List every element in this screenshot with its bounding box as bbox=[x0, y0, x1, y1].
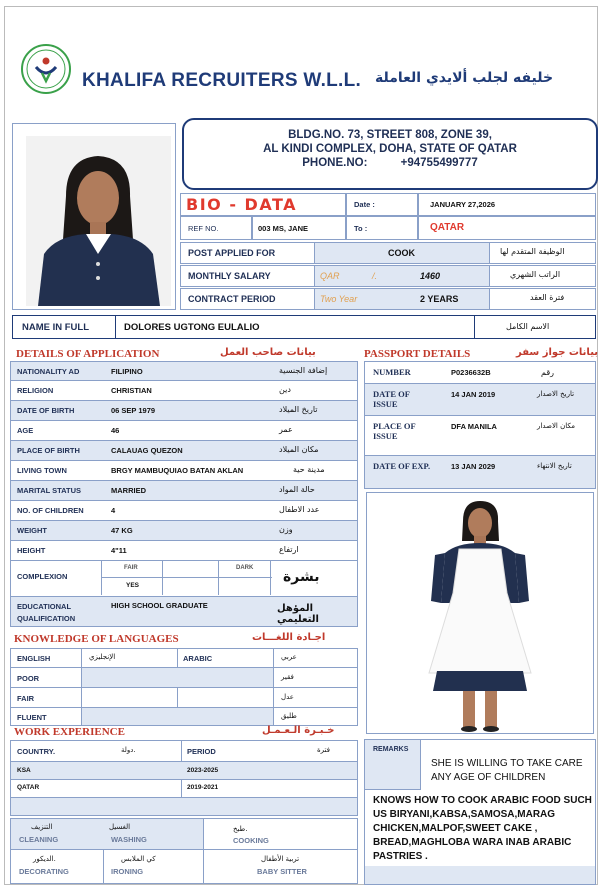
detail-value: 06 SEP 1979 bbox=[111, 406, 156, 415]
work-title-ar: خـبـرة الـعـمـل bbox=[262, 725, 335, 736]
complexion-ar: بشرة bbox=[283, 569, 320, 585]
detail-label: HEIGHT bbox=[17, 546, 46, 555]
detail-ar: دين bbox=[279, 385, 291, 394]
language-level-fair-ar: عدل bbox=[281, 693, 294, 701]
full-body-photo bbox=[366, 492, 594, 734]
languages-title-ar: اجـادة اللغـــات bbox=[252, 632, 326, 643]
details-row bbox=[10, 521, 358, 541]
details-row bbox=[10, 441, 358, 461]
detail-ar: وزن bbox=[279, 525, 293, 534]
work-period-ar: فترة bbox=[317, 746, 330, 754]
details-row bbox=[10, 401, 358, 421]
complexion-yes: YES bbox=[126, 582, 140, 589]
date-value: JANUARY 27,2026 bbox=[430, 200, 496, 209]
name-value: DOLORES UGTONG EULALIO bbox=[124, 322, 260, 333]
work-country-ar: دولة. bbox=[121, 746, 136, 754]
passport-row bbox=[365, 416, 595, 456]
passport-ar: تاريخ الاصدار bbox=[537, 390, 575, 398]
work-period-label: PERIOD bbox=[187, 747, 216, 756]
complexion-row bbox=[10, 561, 358, 597]
bio-title: BIO - DATA bbox=[186, 195, 298, 214]
detail-label: DATE OF BIRTH bbox=[17, 406, 75, 415]
complexion-label: COMPLEXION bbox=[17, 572, 68, 581]
work-period: 2019-2021 bbox=[187, 784, 219, 791]
passport-ar: تاريخ الانتهاء bbox=[537, 462, 572, 470]
passport-title: PASSPORT DETAILS bbox=[364, 348, 471, 360]
to-label: To : bbox=[354, 224, 368, 233]
address-line-1: BLDG.NO. 73, STREET 808, ZONE 39, bbox=[288, 129, 492, 141]
post-value: COOK bbox=[388, 248, 415, 258]
skill-baby-sitter: BABY SITTER bbox=[257, 867, 307, 876]
to-value: QATAR bbox=[430, 222, 465, 233]
passport-photo bbox=[26, 136, 171, 306]
address-box bbox=[182, 118, 598, 190]
detail-label: NO. OF CHILDREN bbox=[17, 506, 84, 515]
details-row bbox=[10, 421, 358, 441]
date-label: Date : bbox=[354, 200, 375, 209]
details-title-ar: بيانات صاحب العمل bbox=[220, 347, 316, 358]
language-arabic: ARABIC bbox=[183, 654, 213, 663]
detail-label: PLACE OF BIRTH bbox=[17, 446, 80, 455]
work-table bbox=[10, 740, 358, 816]
details-row bbox=[10, 381, 358, 401]
passport-row bbox=[365, 456, 595, 488]
remarks-line-1: SHE IS WILLING TO TAKE CARE bbox=[431, 758, 583, 769]
language-english: ENGLISH bbox=[17, 654, 51, 663]
contract-ar: فترة العقد bbox=[530, 293, 565, 302]
details-row bbox=[10, 501, 358, 521]
detail-value: CHRISTIAN bbox=[111, 386, 152, 395]
post-label: POST APPLIED FOR bbox=[188, 248, 276, 258]
detail-value: MARRIED bbox=[111, 486, 146, 495]
passport-table bbox=[364, 361, 596, 489]
passport-title-ar: بيانات جواز سفر bbox=[516, 347, 599, 358]
ref-label: REF NO. bbox=[188, 224, 219, 233]
passport-value: P0236632B bbox=[451, 368, 491, 377]
detail-value: 47 KG bbox=[111, 526, 133, 535]
ref-value: 003 MS, JANE bbox=[258, 224, 309, 233]
salary-value-cell bbox=[314, 265, 490, 287]
education-value: HIGH SCHOOL GRADUATE bbox=[111, 601, 208, 610]
post-ar: الوظيفة المتقدم لها bbox=[500, 247, 565, 256]
work-country: QATAR bbox=[17, 784, 40, 791]
detail-label: RELIGION bbox=[17, 386, 54, 395]
detail-label: MARITAL STATUS bbox=[17, 486, 82, 495]
detail-label: WEIGHT bbox=[17, 526, 47, 535]
language-level-fair: FAIR bbox=[17, 694, 35, 703]
skill-decorating-ar: الديكور. bbox=[33, 855, 56, 863]
detail-ar: تاريخ الميلاد bbox=[279, 405, 318, 414]
name-label: NAME IN FULL bbox=[22, 322, 90, 333]
remarks-label: REMARKS bbox=[373, 746, 409, 753]
phone-number: +94755499777 bbox=[400, 157, 478, 169]
passport-ar: مكان الاصدار bbox=[537, 422, 575, 430]
skills-table bbox=[10, 818, 358, 884]
passport-ar: رقم bbox=[541, 368, 555, 377]
passport-value: 13 JAN 2029 bbox=[451, 462, 496, 471]
passport-row bbox=[365, 362, 595, 384]
languages-table bbox=[10, 648, 358, 726]
complexion-grid bbox=[101, 561, 271, 595]
skill-baby-sitter-ar: تربية الأطفال bbox=[261, 855, 300, 863]
details-row bbox=[10, 481, 358, 501]
detail-value: BRGY MAMBUQUIAO BATAN AKLAN bbox=[111, 466, 244, 475]
phone-label: PHONE.NO: bbox=[302, 157, 368, 169]
passport-label: DATE OF EXP. bbox=[373, 461, 431, 471]
detail-label: NATIONALITY AD bbox=[17, 367, 80, 376]
remarks-cooking: KNOWS HOW TO COOK ARABIC FOOD SUCH US BIRYANI,KABSA,SAMOSA,MARAG CHICKEN,MALPOF,SWEET CAKE , BREAD,MAGHLOBA WARA INAB ARABIC PASTRIES . bbox=[373, 795, 592, 862]
phone-line bbox=[184, 157, 596, 169]
company-logo bbox=[20, 43, 72, 95]
passport-value: DFA MANILA bbox=[451, 422, 497, 431]
address-line-2: AL KINDI COMPLEX, DOHA, STATE OF QATAR bbox=[263, 143, 517, 155]
work-country: KSA bbox=[17, 767, 31, 774]
contract-value: 2 YEARS bbox=[420, 294, 459, 304]
detail-ar: حالة المواد bbox=[279, 485, 315, 494]
salary-value: 1460 bbox=[420, 271, 441, 281]
detail-ar: إضافة الجنسية bbox=[279, 366, 328, 375]
skill-ironing-ar: كي الملابس bbox=[121, 855, 156, 863]
education-row bbox=[10, 597, 358, 627]
skill-washing-ar: الغسيل bbox=[109, 823, 131, 831]
work-period: 2023-2025 bbox=[187, 767, 219, 774]
education-ar: المؤهل التعليمي bbox=[277, 603, 319, 625]
detail-label: AGE bbox=[17, 426, 34, 435]
contract-label: CONTRACT PERIOD bbox=[188, 294, 276, 304]
skill-decorating: DECORATING bbox=[19, 867, 69, 876]
contract-hint: Two Year bbox=[320, 294, 358, 304]
passport-label: DATE OF ISSUE bbox=[373, 389, 410, 409]
detail-value: CALAUAG QUEZON bbox=[111, 446, 183, 455]
detail-ar: عدد الاطفال bbox=[279, 505, 320, 514]
detail-value: 46 bbox=[111, 426, 120, 435]
details-title: DETAILS OF APPLICATION bbox=[16, 348, 160, 360]
detail-ar: مدينة حية bbox=[293, 465, 325, 474]
salary-sep: /. bbox=[372, 271, 378, 281]
skill-cooking-ar: طبخ. bbox=[233, 825, 248, 833]
skill-cooking: COOKING bbox=[233, 836, 269, 845]
language-english-ar: الإنجليزي bbox=[89, 653, 116, 661]
language-level-fluent-ar: طليق bbox=[281, 712, 297, 720]
work-title: WORK EXPERIENCE bbox=[14, 726, 125, 738]
salary-label: MONTHLY SALARY bbox=[188, 271, 271, 281]
detail-ar: مكان الميلاد bbox=[279, 445, 319, 454]
language-level-poor: POOR bbox=[17, 674, 40, 683]
language-level-fluent: FLUENT bbox=[17, 713, 47, 722]
language-arabic-ar: عربي bbox=[281, 653, 297, 661]
detail-value: FILIPINO bbox=[111, 367, 143, 376]
details-row bbox=[10, 541, 358, 561]
salary-ar: الراتب الشهري bbox=[510, 270, 561, 279]
detail-label: LIVING TOWN bbox=[17, 466, 67, 475]
detail-ar: عمر bbox=[279, 425, 293, 434]
passport-label: NUMBER bbox=[373, 367, 411, 377]
skill-washing: WASHING bbox=[111, 835, 147, 844]
education-label: EDUCATIONAL QUALIFICATION bbox=[17, 602, 76, 623]
passport-label: PLACE OF ISSUE bbox=[373, 421, 416, 441]
language-level-poor-ar: فقير bbox=[281, 673, 294, 681]
passport-value: 14 JAN 2019 bbox=[451, 390, 496, 399]
languages-title: KNOWLEDGE OF LANGUAGES bbox=[14, 633, 179, 645]
name-ar: الاسم الكامل bbox=[506, 322, 550, 331]
skill-cleaning: CLEANING bbox=[19, 835, 59, 844]
salary-currency: QAR bbox=[320, 271, 340, 281]
company-name: KHALIFA RECRUITERS W.L.L. bbox=[82, 70, 362, 91]
details-row bbox=[10, 361, 358, 381]
detail-value: 4 bbox=[111, 506, 116, 515]
detail-ar: ارتفاع bbox=[279, 545, 299, 554]
skill-ironing: IRONING bbox=[111, 867, 144, 876]
remarks-box bbox=[364, 739, 596, 885]
company-name-ar: خليفه لجلب ألايدي العاملة bbox=[375, 70, 554, 86]
details-row bbox=[10, 461, 358, 481]
remarks-line-2: ANY AGE OF CHILDREN bbox=[431, 772, 546, 783]
complexion-dark: DARK bbox=[236, 565, 254, 571]
detail-value: 4"11 bbox=[111, 546, 127, 555]
work-country-label: COUNTRY. bbox=[17, 747, 56, 756]
complexion-fair: FAIR bbox=[124, 565, 138, 571]
passport-row bbox=[365, 384, 595, 416]
details-table bbox=[10, 361, 358, 627]
skill-cleaning-ar: التنزيف bbox=[31, 823, 53, 831]
